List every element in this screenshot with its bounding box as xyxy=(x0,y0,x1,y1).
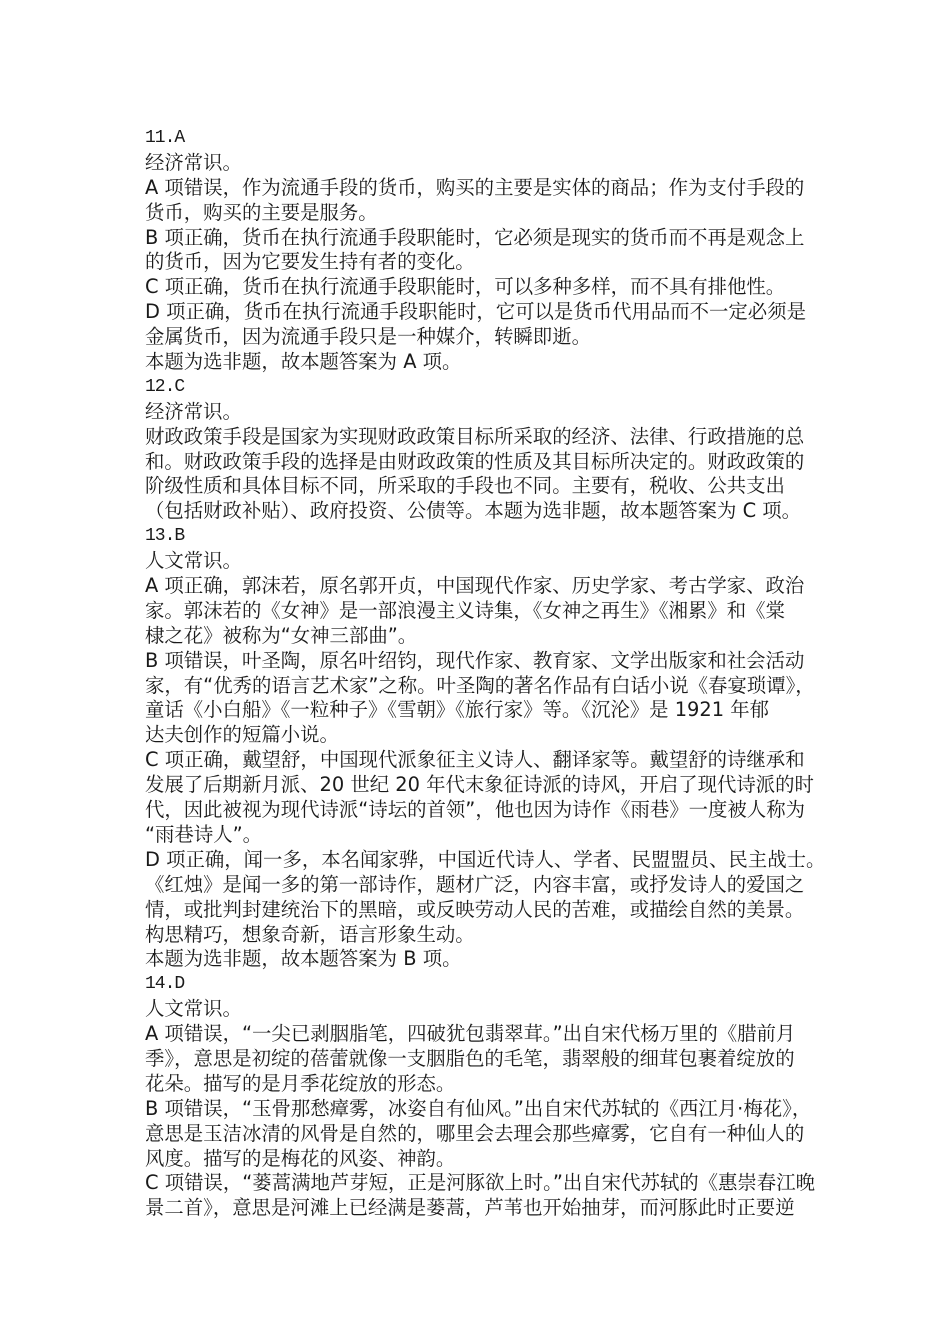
explanation-line: 代，因此被视为现代诗派“诗坛的首领”，他也因为诗作《雨巷》一度被人称为 xyxy=(145,798,805,822)
explanation-line: 构思精巧，想象奇新，语言形象生动。 xyxy=(145,922,475,946)
explanation-line: B 项错误，“玉骨那愁瘴雾，冰姿自有仙风。”出自宋代苏轼的《西江月·梅花》， xyxy=(145,1096,812,1120)
explanation-line: D 项正确，闻一多，本名闻家骅，中国近代诗人、学者、民盟盟员、民主战士。 xyxy=(145,847,826,871)
explanation-line: 花朵。描写的是月季花绽放的形态。 xyxy=(145,1071,456,1095)
explanation-line: B 项错误，叶圣陶，原名叶绍钧，现代作家、教育家、文学出版家和社会活动 xyxy=(145,648,805,672)
explanation-line: （包括财政补贴）、政府投资、公债等。本题为选非题，故本题答案为 C 项。 xyxy=(145,499,802,523)
answer-section xyxy=(145,375,825,524)
explanation-line: 季》，意思是初绽的蓓蕾就像一支胭脂色的毛笔，翡翠般的细茸包裹着绽放的 xyxy=(145,1046,795,1070)
explanation-line: 棣之花》被称为“女神三部曲”。 xyxy=(145,623,418,647)
explanation-line: 本题为选非题，故本题答案为 A 项。 xyxy=(145,350,462,374)
question-number: 13.B xyxy=(145,526,185,547)
explanation-line: D 项正确，货币在执行流通手段职能时，它可以是货币代用品而不一定必须是 xyxy=(145,300,806,324)
explanation-line: 的货币，因为它要发生持有者的变化。 xyxy=(145,250,475,274)
explanation-line: 景二首》，意思是河滩上已经满是蒌蒿，芦苇也开始抽芽，而河豚此时正要逆 xyxy=(145,1196,795,1220)
explanation-line: B 项正确，货币在执行流通手段职能时，它必须是现实的货币而不再是观念上 xyxy=(145,225,805,249)
explanation-line: A 项错误，作为流通手段的货币，购买的主要是实体的商品；作为支付手段的 xyxy=(145,175,805,199)
question-number: 12.C xyxy=(145,376,185,397)
explanation-line: 本题为选非题，故本题答案为 B 项。 xyxy=(145,947,462,971)
explanation-line: 意思是玉洁冰清的风骨是自然的，哪里会去理会那些瘴雾，它自有一种仙人的 xyxy=(145,1121,805,1145)
explanation-line: C 项错误，“蒌蒿满地芦芽短，正是河豚欲上时。”出自宋代苏轼的《惠崇春江晚 xyxy=(145,1171,815,1195)
answer-section xyxy=(145,972,825,1221)
category-label: 经济常识。 xyxy=(145,150,242,174)
question-number: 14.D xyxy=(145,974,185,995)
explanation-line: 童话《小白船》《一粒种子》《雪朝》《旅行家》等。《沉沦》是 1921 年郁 xyxy=(145,698,769,722)
explanation-line: A 项正确，郭沫若，原名郭开贞，中国现代作家、历史学家、考古学家、政治 xyxy=(145,574,805,598)
explanation-line: “雨巷诗人”。 xyxy=(145,822,263,846)
explanation-line: C 项正确，戴望舒，中国现代派象征主义诗人、翻译家等。戴望舒的诗继承和 xyxy=(145,748,805,772)
explanation-line: 货币，购买的主要是服务。 xyxy=(145,200,378,224)
explanation-line: 财政政策手段是国家为实现财政政策目标所采取的经济、法律、行政措施的总 xyxy=(145,424,805,448)
category-label: 经济常识。 xyxy=(145,399,242,423)
explanation-line: 家，有“优秀的语言艺术家”之称。叶圣陶的著名作品有白话小说《春宴琐谭》， xyxy=(145,673,815,697)
explanation-line: 情，或批判封建统治下的黑暗，或反映劳动人民的苦难，或描绘自然的美景。 xyxy=(145,897,805,921)
explanation-line: 阶级性质和具体目标不同，所采取的手段也不同。主要有，税收、公共支出 xyxy=(145,474,785,498)
explanation-line: 和。财政政策手段的选择是由财政政策的性质及其目标所决定的。财政政策的 xyxy=(145,449,805,473)
explanation-line: 《红烛》是闻一多的第一部诗作，题材广泛，内容丰富，或抒发诗人的爱国之 xyxy=(145,872,805,896)
answer-section xyxy=(145,126,825,375)
question-number: 11.A xyxy=(145,128,185,148)
explanation-line: 金属货币，因为流通手段只是一种媒介，转瞬即逝。 xyxy=(145,325,591,349)
document-page xyxy=(145,126,825,1221)
explanation-line: 风度。描写的是梅花的风姿、神韵。 xyxy=(145,1146,456,1170)
explanation-line: 家。郭沫若的《女神》是一部浪漫主义诗集，《女神之再生》《湘累》和《棠 xyxy=(145,598,785,622)
category-label: 人文常识。 xyxy=(145,997,242,1021)
explanation-line: C 项正确，货币在执行流通手段职能时，可以多种多样，而不具有排他性。 xyxy=(145,275,786,299)
explanation-line: 发展了后期新月派、20 世纪 20 年代末象征诗派的诗风，开启了现代诗派的时 xyxy=(145,773,814,797)
category-label: 人文常识。 xyxy=(145,549,242,573)
explanation-line: A 项错误，“一尖已剥胭脂笔，四破犹包翡翠茸。”出自宋代杨万里的《腊前月 xyxy=(145,1022,796,1046)
explanation-line: 达夫创作的短篇小说。 xyxy=(145,723,339,747)
answer-section xyxy=(145,524,825,972)
